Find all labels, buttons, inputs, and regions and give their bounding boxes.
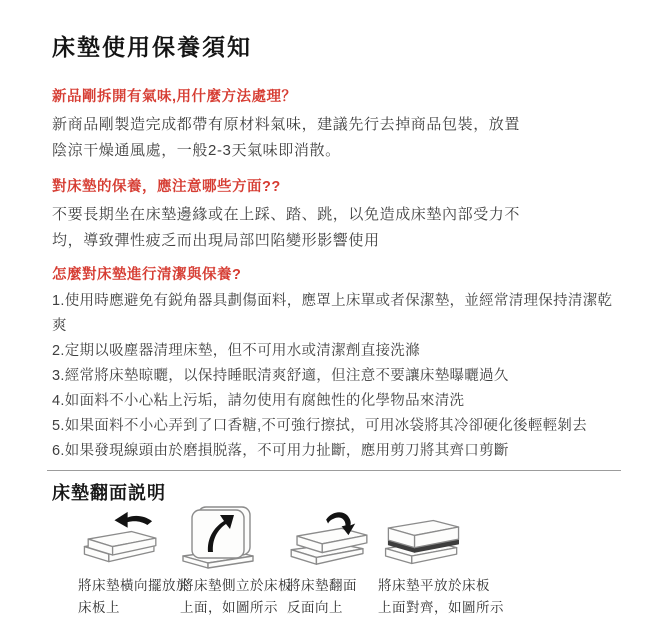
caption-line: 反面向上 [287, 600, 343, 615]
body-line: 均，導致彈性疲乏而出現局部凹陷變形影響使用 [52, 232, 380, 249]
page-title: 床墊使用保養須知 [52, 34, 252, 60]
flip-step-4-caption [378, 575, 510, 619]
flip-step-3-caption [287, 575, 378, 619]
list-item: 6.如果發現線頭由於磨損脱落，不可用力扯斷，應用剪刀將其齊口剪斷 [52, 443, 509, 459]
mattress-flat-arrow-left-icon [78, 509, 166, 571]
caption-line: 將床墊翻面 [287, 578, 357, 593]
mattress-flip-arrow-down-icon [287, 507, 373, 571]
body-line: 不要長期坐在床墊邊緣或在上踩、踏、跳，以免造成床墊內部受力不 [52, 206, 521, 223]
list-item: 5.如果面料不小心弄到了口香糖,不可強行擦拭，可用冰袋將其冷卻硬化後輕輕剝去 [52, 418, 588, 434]
list-item: 4.如面料不小心粘上污垢，請勿使用有腐蝕性的化學物品來清洗 [52, 393, 465, 409]
flip-section-heading: 床墊翻面説明 [52, 483, 166, 503]
flip-step-3 [287, 505, 378, 619]
mattress-flat-aligned-icon [378, 513, 468, 571]
flip-steps-row [52, 505, 616, 619]
list-item: 1.使用時應避免有鋭角器具劃傷面料，應罩上床單或者保潔墊，並經常清理保持清潔乾爽 [52, 293, 613, 334]
section-clean [52, 266, 616, 464]
section-clean-heading: 怎麼對床墊進行清潔與保養? [52, 267, 242, 283]
flip-step-1 [78, 505, 190, 619]
section-care [52, 178, 616, 254]
caption-line: 將床墊側立於床板 [180, 578, 292, 593]
section-odor-body [52, 112, 616, 164]
list-item: 2.定期以吸塵器清理床墊，但不可用水或清潔劑直接洗滌 [52, 343, 420, 359]
caption-line: 床板上 [78, 600, 120, 615]
flip-step-4 [378, 505, 510, 619]
caption-line: 將床墊橫向擺放於 [78, 578, 190, 593]
section-care-heading: 對床墊的保養，應注意哪些方面?? [52, 179, 281, 195]
care-instructions-list [52, 289, 616, 464]
flip-step-2-caption [180, 575, 292, 619]
flip-step-2 [180, 505, 292, 619]
flip-step-3-illustration [287, 505, 378, 571]
mattress-upright-arrow-icon [180, 505, 256, 571]
caption-line: 上面，如圖所示 [180, 600, 278, 615]
body-line: 新商品剛製造完成都帶有原材料氣味，建議先行去掉商品包裝，放置 [52, 116, 521, 133]
list-item: 3.經常將床墊晾曬，以保持睡眠清爽舒適，但注意不要讓床墊曝曬過久 [52, 368, 509, 384]
flip-step-2-illustration [180, 505, 287, 571]
section-odor-heading: 新品剛拆開有氣味,用什麼方法處理？ [52, 89, 297, 105]
flip-step-4-illustration [378, 505, 510, 571]
body-line: 陰涼干燥通風處，一般2-3天氣味即消散。 [52, 142, 341, 159]
section-divider [47, 470, 621, 471]
flip-step-1-caption [78, 575, 190, 619]
section-care-body [52, 202, 616, 254]
caption-line: 上面對齊，如圖所示 [378, 600, 504, 615]
caption-line: 將床墊平放於床板 [378, 578, 490, 593]
flip-step-1-illustration [78, 505, 180, 571]
section-odor [52, 88, 616, 164]
